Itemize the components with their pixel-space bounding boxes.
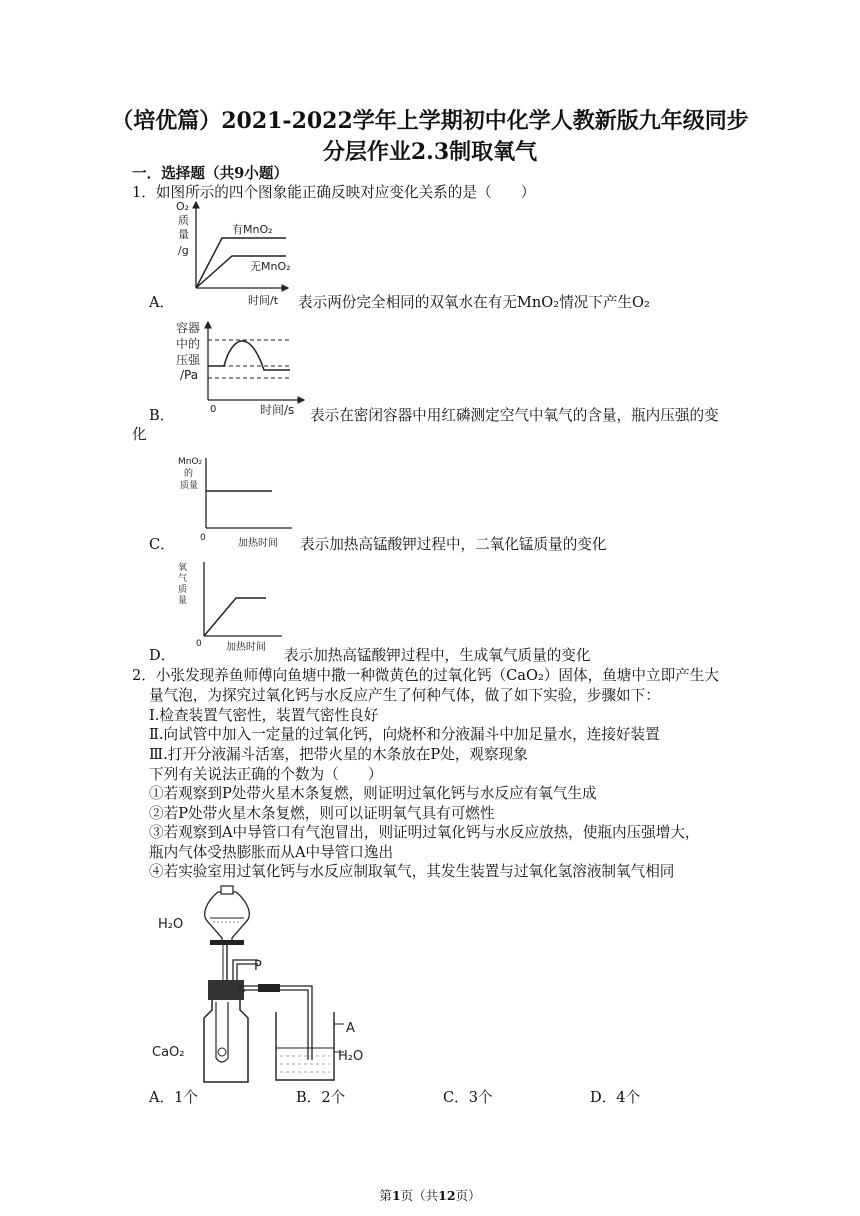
graph-b-origin: 0 [210, 404, 217, 415]
q2-stem-line2: 量气泡，为探究过氧化钙与水反应产生了何种气体，做了如下实验，步骤如下： [149, 687, 660, 704]
graph-d-ylabel-2: 气 [178, 574, 188, 584]
footer-total-pages: 12 [438, 1188, 456, 1203]
footer-page-number: 1 [391, 1188, 401, 1203]
graph-c-ylabel-1: MnO₂ [178, 457, 203, 467]
graph-d-ylabel-1: 氧 [178, 563, 188, 573]
q1-option-a-text: 表示两份完全相同的双氧水在有无MnO₂情况下产生O₂ [298, 294, 650, 311]
label-p: P [254, 959, 262, 974]
footer-post: 页） [455, 1188, 481, 1203]
label-h2o-funnel: H₂O [158, 917, 184, 932]
q1-option-b-letter: B． [149, 407, 175, 424]
q2-stem-line1: 2．小张发现养鱼师傅向鱼塘中撒一种微黄色的过氧化钙（CaO₂）固体，鱼塘中立即产生大 [132, 667, 719, 684]
q2-statement-3a: ③若观察到A中导管口有气泡冒出，则证明过氧化钙与水反应放热，使瓶内压强增大， [149, 824, 700, 841]
q2-statement-1: ①若观察到P处带火星木条复燃，则证明过氧化钙与水反应有氧气生成 [149, 785, 597, 802]
q2-option-b: B．2个 [296, 1089, 346, 1106]
graph-a-ylabel-1: O₂ [176, 200, 190, 213]
graph-b-ylabel-1: 容器 [176, 321, 201, 335]
separatory-funnel [205, 892, 250, 942]
q2-statement-4: ④若实验室用过氧化钙与水反应制取氧气，其发生装置与过氧化氢溶液制氧气相同 [149, 863, 675, 880]
q1-option-b-text-cont: 化 [132, 426, 147, 443]
footer-mid: 页（共 [400, 1188, 439, 1203]
graph-b-xlabel: 时间/s [260, 403, 295, 417]
graph-a-ylabel-4: /g [178, 244, 189, 257]
q2-statement-2: ②若P处带火星木条复燃，则可以证明氧气具有可燃性 [149, 805, 495, 822]
rubber-stopper [208, 980, 244, 1000]
page-footer [0, 1186, 860, 1204]
stopcock [210, 940, 244, 945]
graph-b-ylabel-3: 压强 [176, 353, 201, 367]
q2-step-1: Ⅰ.检查装置气密性，装置气密性良好 [149, 707, 379, 724]
q1-option-c-text: 表示加热高锰酸钾过程中，二氧化锰质量的变化 [300, 536, 607, 553]
q1-option-b-text: 表示在密闭容器中用红磷测定空气中氧气的含量，瓶内压强的变 [310, 407, 719, 424]
wide-mouth-bottle [204, 1000, 248, 1082]
graph-d-ylabel-3: 质 [178, 585, 188, 595]
graph-d [174, 556, 286, 652]
q2-step-3: Ⅲ.打开分液漏斗活塞，把带火星的木条放在P处，观察现象 [149, 746, 528, 763]
q2-option-c: C．3个 [443, 1089, 493, 1106]
graph-c-origin: 0 [200, 533, 206, 543]
section-heading: 一．选择题（共9小题） [132, 165, 289, 182]
doc-title-line1: （培优篇）2021-2022学年上学期初中化学人教新版九年级同步 [111, 108, 749, 134]
q1-option-d-text: 表示加热高锰酸钾过程中，生成氧气质量的变化 [284, 647, 591, 664]
graph-d-xlabel: 加热时间 [226, 642, 266, 653]
q2-step-2: Ⅱ.向试管中加入一定量的过氧化钙，向烧杯和分液漏斗中加足量水，连接好装置 [149, 726, 660, 743]
graph-a-ylabel-3: 量 [178, 228, 189, 241]
graph-a-ylabel-2: 质 [178, 214, 189, 227]
label-h2o-beaker: H₂O [338, 1049, 364, 1064]
graph-d-ylabel-4: 量 [178, 596, 188, 606]
graph-c-ylabel-3: 质量 [180, 481, 199, 491]
label-cao2: CaO₂ [152, 1045, 185, 1060]
apparatus-diagram [150, 884, 380, 1088]
graph-b-ylabel-2: 中的 [176, 337, 201, 351]
label-a: A [346, 1021, 355, 1036]
footer-pre: 第 [379, 1188, 392, 1203]
q2-statement-3b: 瓶内气体受热膨胀而从A中导管口逸出 [149, 844, 394, 861]
graph-c [176, 452, 296, 548]
doc-title-line2: 分层作业2.3制取氧气 [322, 139, 538, 165]
q1-option-d-letter: D． [149, 647, 176, 664]
graph-b [172, 316, 312, 420]
graph-a-curve-with: 有MnO₂ [232, 223, 273, 236]
graph-a [170, 196, 310, 308]
graph-c-ylabel-2: 的 [184, 469, 194, 479]
q2-ask: 下列有关说法正确的个数为（ ） [149, 766, 383, 783]
q2-option-a: A．1个 [149, 1089, 199, 1106]
graph-a-xlabel: 时间/t [248, 294, 279, 307]
graph-d-origin: 0 [196, 639, 202, 649]
q1-stem: 1．如图所示的四个图象能正确反映对应变化关系的是（ ） [132, 184, 536, 201]
graph-a-curve-without: 无MnO₂ [250, 260, 291, 273]
beaker [276, 1012, 334, 1080]
q1-option-c-letter: C． [149, 536, 175, 553]
q2-option-d: D．4个 [590, 1089, 641, 1106]
graph-b-ylabel-4: /Pa [180, 368, 199, 382]
graph-c-xlabel: 加热时间 [238, 538, 278, 549]
q1-option-a-letter: A． [149, 294, 175, 311]
